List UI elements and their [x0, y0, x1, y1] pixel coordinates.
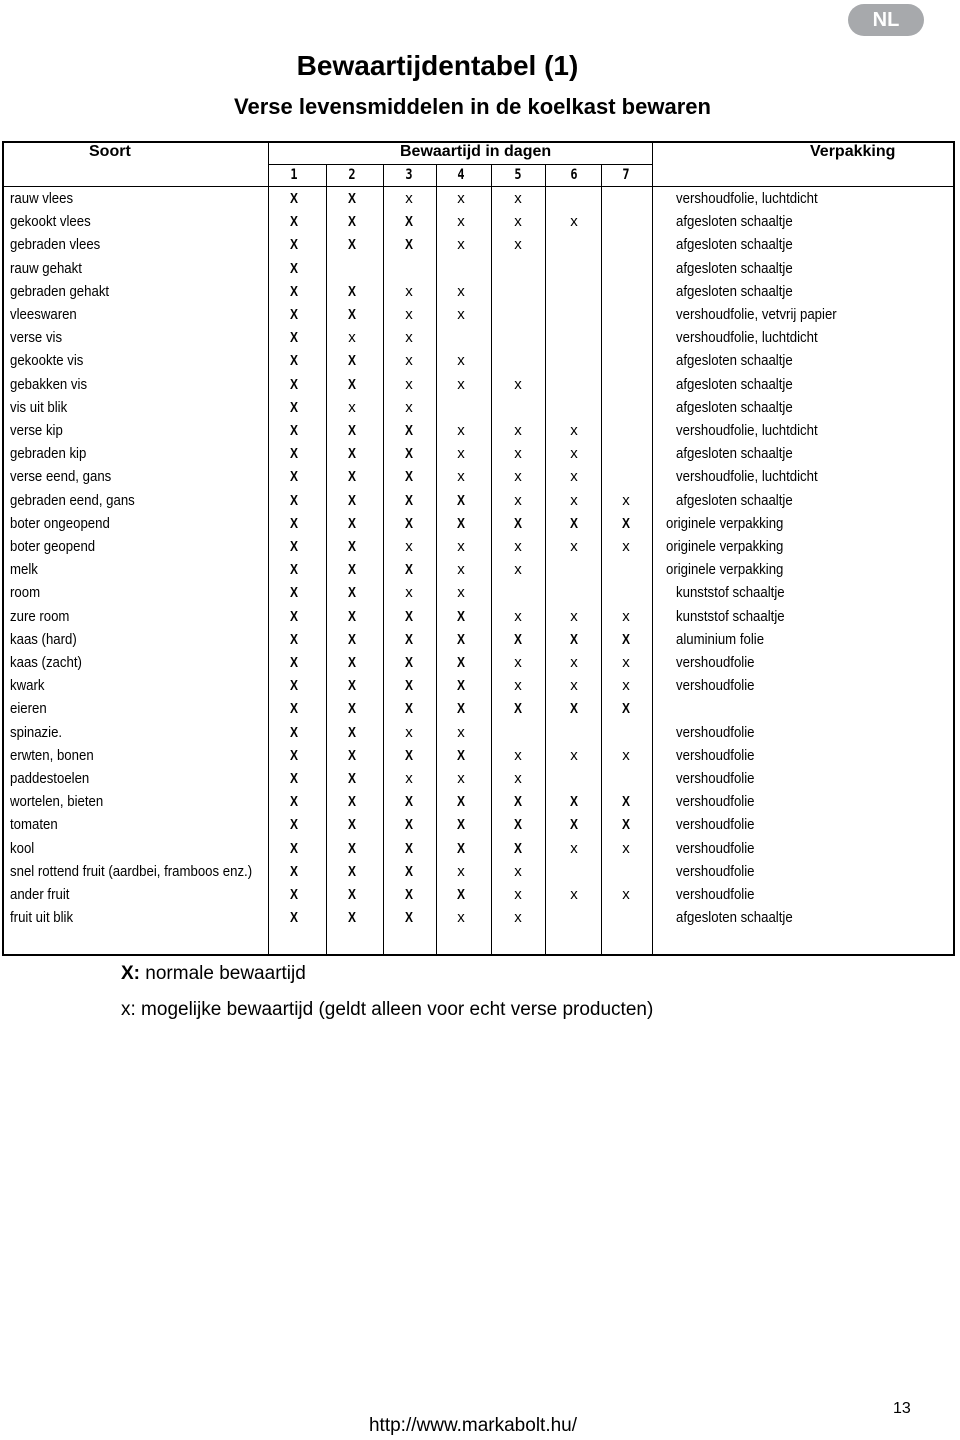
- storage-mark: X: [289, 514, 298, 532]
- storage-mark: x: [457, 723, 465, 741]
- storage-mark: X: [404, 213, 413, 231]
- storage-mark: x: [514, 422, 522, 439]
- storage-mark: X: [289, 700, 298, 718]
- storage-mark: X: [456, 700, 465, 718]
- table-row: [4, 697, 953, 720]
- food-name: kool: [10, 839, 35, 857]
- packaging: afgesloten schaaltje: [676, 445, 793, 463]
- packaging: originele verpakking: [666, 514, 784, 532]
- storage-mark: x: [570, 422, 578, 439]
- packaging: afgesloten schaaltje: [676, 398, 793, 416]
- packaging: vershoudfolie, luchtdicht: [676, 422, 818, 439]
- storage-mark: X: [456, 839, 465, 857]
- storage-mark: x: [570, 746, 578, 764]
- packaging: vershoudfolie: [676, 723, 755, 741]
- storage-mark: x: [570, 445, 578, 463]
- table-row: [4, 837, 953, 860]
- packaging: afgesloten schaaltje: [676, 375, 793, 393]
- table-row: [4, 210, 953, 233]
- storage-mark: x: [514, 862, 522, 880]
- table-row: [4, 465, 953, 488]
- table-row: [4, 419, 953, 442]
- storage-mark: X: [289, 538, 298, 555]
- storage-mark: X: [347, 770, 356, 787]
- packaging: aluminium folie: [676, 630, 765, 648]
- food-name: verse kip: [10, 422, 63, 439]
- day-number: 2: [348, 167, 356, 183]
- packaging: vershoudfolie, luchtdicht: [676, 329, 818, 347]
- storage-mark: X: [289, 398, 298, 416]
- storage-mark: X: [347, 607, 356, 625]
- storage-mark: X: [404, 909, 413, 927]
- packaging: vershoudfolie, luchtdicht: [676, 468, 818, 486]
- storage-mark: X: [289, 886, 298, 903]
- storage-mark: x: [514, 491, 522, 509]
- storage-mark: x: [514, 909, 522, 927]
- page-number: 13: [893, 1400, 911, 1417]
- storage-mark: X: [347, 422, 356, 439]
- storage-mark: X: [289, 793, 298, 811]
- storage-mark: x: [405, 723, 413, 741]
- storage-mark: X: [289, 236, 298, 254]
- storage-mark: X: [404, 630, 413, 648]
- packaging: kunststof schaaltje: [676, 584, 785, 602]
- storage-mark: x: [622, 677, 630, 695]
- packaging: afgesloten schaaltje: [676, 236, 793, 254]
- storage-mark: x: [457, 862, 465, 880]
- storage-mark: X: [569, 816, 578, 834]
- header-days: Bewaartijd in dagen: [400, 143, 552, 160]
- storage-mark: X: [347, 862, 356, 880]
- storage-mark: x: [622, 491, 630, 509]
- table-row: [4, 790, 953, 813]
- day-number: 7: [622, 167, 630, 183]
- legend-normal-text: normale bewaartijd: [145, 963, 306, 984]
- storage-mark: x: [405, 329, 413, 347]
- food-name: melk: [10, 561, 38, 579]
- storage-mark: x: [622, 607, 630, 625]
- storage-mark: x: [457, 375, 465, 393]
- storage-mark: x: [405, 352, 413, 370]
- table-row: [4, 628, 953, 651]
- storage-mark: X: [456, 793, 465, 811]
- food-name: boter ongeopend: [10, 514, 110, 532]
- storage-mark: x: [622, 746, 630, 764]
- storage-mark: x: [457, 190, 465, 207]
- storage-mark: X: [347, 909, 356, 927]
- storage-mark: X: [621, 700, 630, 718]
- storage-mark: x: [570, 468, 578, 486]
- storage-mark: X: [347, 584, 356, 602]
- food-name: gebraden vlees: [10, 236, 101, 254]
- storage-mark: x: [348, 398, 356, 416]
- storage-mark: x: [457, 538, 465, 555]
- storage-mark: x: [622, 538, 630, 555]
- storage-mark: X: [289, 329, 298, 347]
- storage-mark: x: [405, 398, 413, 416]
- packaging: vershoudfolie: [676, 816, 755, 834]
- storage-mark: x: [405, 538, 413, 555]
- storage-mark: x: [405, 375, 413, 393]
- storage-mark: X: [513, 839, 522, 857]
- storage-mark: X: [456, 746, 465, 764]
- storage-mark: X: [289, 862, 298, 880]
- storage-mark: X: [289, 468, 298, 486]
- storage-mark: X: [456, 654, 465, 671]
- storage-mark: X: [347, 746, 356, 764]
- table-row: [4, 535, 953, 558]
- food-name: gebraden kip: [10, 445, 87, 463]
- storage-mark: X: [289, 607, 298, 625]
- packaging: kunststof schaaltje: [676, 607, 785, 625]
- storage-mark: x: [457, 445, 465, 463]
- food-name: vis uit blik: [10, 398, 68, 416]
- storage-mark: X: [289, 723, 298, 741]
- storage-mark: x: [514, 746, 522, 764]
- food-name: erwten, bonen: [10, 746, 94, 764]
- storage-mark: X: [289, 306, 298, 323]
- storage-mark: X: [347, 700, 356, 718]
- storage-mark: X: [456, 491, 465, 509]
- storage-mark: X: [404, 816, 413, 834]
- storage-mark: X: [456, 677, 465, 695]
- table-row: [4, 721, 953, 744]
- packaging: vershoudfolie: [676, 862, 755, 880]
- storage-mark: X: [404, 700, 413, 718]
- storage-mark: x: [570, 607, 578, 625]
- food-name: kwark: [10, 677, 45, 695]
- storage-mark: X: [404, 746, 413, 764]
- day-number: 3: [405, 167, 413, 183]
- packaging: originele verpakking: [666, 561, 784, 579]
- storage-mark: X: [513, 793, 522, 811]
- packaging: originele verpakking: [666, 538, 784, 555]
- table-row: [4, 605, 953, 628]
- day-number: 4: [457, 167, 465, 183]
- table-row: [4, 396, 953, 419]
- storage-mark: X: [347, 236, 356, 254]
- storage-mark: x: [457, 909, 465, 927]
- storage-mark: x: [457, 770, 465, 787]
- packaging: vershoudfolie: [676, 677, 755, 695]
- storage-mark: X: [347, 723, 356, 741]
- storage-mark: X: [456, 630, 465, 648]
- table-row: [4, 581, 953, 604]
- day-number: 6: [570, 167, 578, 183]
- storage-mark: x: [514, 886, 522, 903]
- storage-mark: X: [513, 514, 522, 532]
- storage-mark: X: [404, 654, 413, 671]
- day-number: 1: [290, 167, 298, 183]
- storage-mark: x: [622, 654, 630, 671]
- storage-mark: x: [457, 352, 465, 370]
- food-name: rauw vlees: [10, 190, 74, 207]
- storage-mark: x: [622, 839, 630, 857]
- storage-mark: X: [289, 375, 298, 393]
- storage-mark: X: [513, 630, 522, 648]
- packaging: vershoudfolie, vetvrij papier: [676, 306, 837, 323]
- food-name: gekookte vis: [10, 352, 84, 370]
- food-name: verse vis: [10, 329, 63, 347]
- storage-mark: x: [514, 236, 522, 254]
- packaging: afgesloten schaaltje: [676, 352, 793, 370]
- legend-possible: x: mogelijke bewaartijd (geldt alleen voor echt verse producten): [121, 999, 654, 1020]
- storage-mark: X: [289, 190, 298, 207]
- storage-mark: x: [514, 654, 522, 671]
- storage-mark: X: [347, 190, 356, 207]
- storage-mark: X: [404, 422, 413, 439]
- food-name: snel rottend fruit (aardbei, framboos enz.): [10, 862, 253, 880]
- storage-mark: X: [289, 654, 298, 671]
- storage-mark: X: [347, 839, 356, 857]
- storage-mark: x: [405, 306, 413, 323]
- table-row: [4, 651, 953, 674]
- storage-mark: X: [404, 468, 413, 486]
- storage-mark: X: [621, 630, 630, 648]
- storage-mark: X: [621, 816, 630, 834]
- storage-mark: X: [621, 514, 630, 532]
- food-name: fruit uit blik: [10, 909, 74, 927]
- storage-mark: X: [289, 282, 298, 300]
- storage-mark: X: [404, 561, 413, 579]
- storage-mark: x: [457, 561, 465, 579]
- packaging: afgesloten schaaltje: [676, 213, 793, 231]
- footer-url: http://www.markabolt.hu/: [368, 1415, 578, 1436]
- storage-mark: X: [347, 677, 356, 695]
- storage-mark: X: [289, 445, 298, 463]
- storage-mark: x: [514, 677, 522, 695]
- storage-mark: x: [514, 375, 522, 393]
- table-row: [4, 767, 953, 790]
- packaging: vershoudfolie: [676, 886, 755, 903]
- food-name: gebraden gehakt: [10, 282, 110, 300]
- storage-mark: X: [347, 282, 356, 300]
- packaging: afgesloten schaaltje: [676, 282, 793, 300]
- storage-mark: x: [514, 607, 522, 625]
- food-name: gekookt vlees: [10, 213, 91, 231]
- storage-mark: x: [514, 770, 522, 787]
- food-name: kaas (hard): [10, 630, 77, 648]
- packaging: afgesloten schaaltje: [676, 909, 793, 927]
- storage-mark: X: [347, 514, 356, 532]
- storage-mark: X: [347, 793, 356, 811]
- storage-mark: x: [570, 213, 578, 231]
- storage-mark: x: [457, 236, 465, 254]
- food-name: vleeswaren: [10, 306, 77, 323]
- header-soort: Soort: [89, 143, 131, 160]
- storage-mark: x: [570, 538, 578, 555]
- storage-mark: X: [513, 816, 522, 834]
- packaging: vershoudfolie: [676, 770, 755, 787]
- storage-mark: X: [513, 700, 522, 718]
- storage-mark: x: [514, 445, 522, 463]
- legend-normal-key: X:: [121, 963, 140, 984]
- storage-mark: X: [289, 213, 298, 231]
- storage-mark: x: [570, 839, 578, 857]
- storage-mark: X: [289, 816, 298, 834]
- food-name: boter geopend: [10, 538, 96, 555]
- table-row: [4, 326, 953, 349]
- food-name: room: [10, 584, 41, 602]
- storage-mark: X: [569, 514, 578, 532]
- food-name: rauw gehakt: [10, 259, 82, 277]
- storage-mark: X: [456, 514, 465, 532]
- storage-mark: X: [347, 561, 356, 579]
- page-title: Bewaartijdentabel (1): [296, 50, 579, 81]
- storage-mark: X: [347, 213, 356, 231]
- storage-mark: X: [289, 259, 298, 277]
- table-row: [4, 373, 953, 396]
- storage-mark: x: [514, 561, 522, 579]
- storage-mark: X: [404, 862, 413, 880]
- table-row: [4, 442, 953, 465]
- storage-mark: X: [347, 886, 356, 903]
- storage-mark: X: [404, 491, 413, 509]
- storage-mark: X: [289, 630, 298, 648]
- table-row: [4, 744, 953, 767]
- table-row: [4, 280, 953, 303]
- storage-mark: x: [405, 770, 413, 787]
- packaging: vershoudfolie: [676, 793, 755, 811]
- storage-mark: X: [289, 746, 298, 764]
- storage-mark: X: [347, 538, 356, 555]
- packaging: afgesloten schaaltje: [676, 259, 793, 277]
- storage-mark: X: [569, 630, 578, 648]
- header-packaging: Verpakking: [810, 143, 896, 160]
- storage-mark: X: [289, 584, 298, 602]
- table-row: [4, 187, 953, 210]
- storage-mark: x: [570, 654, 578, 671]
- food-name: paddestoelen: [10, 770, 90, 787]
- storage-mark: x: [570, 491, 578, 509]
- storage-mark: X: [289, 677, 298, 695]
- table-row: [4, 233, 953, 256]
- storage-mark: x: [514, 190, 522, 207]
- storage-mark: X: [289, 839, 298, 857]
- storage-mark: X: [289, 770, 298, 787]
- food-name: ander fruit: [10, 886, 70, 903]
- storage-mark: x: [405, 282, 413, 300]
- storage-mark: X: [289, 909, 298, 927]
- storage-mark: X: [347, 306, 356, 323]
- storage-mark: X: [347, 816, 356, 834]
- storage-mark: X: [289, 422, 298, 439]
- storage-mark: x: [405, 584, 413, 602]
- storage-mark: X: [621, 793, 630, 811]
- storage-mark: x: [457, 213, 465, 231]
- storage-mark: X: [404, 886, 413, 903]
- storage-mark: X: [404, 445, 413, 463]
- storage-mark: x: [514, 538, 522, 555]
- table-row: [4, 860, 953, 883]
- grid-line: [268, 164, 652, 165]
- storage-mark: x: [457, 306, 465, 323]
- storage-mark: x: [514, 468, 522, 486]
- table-row: [4, 512, 953, 535]
- storage-mark: X: [289, 352, 298, 370]
- storage-mark: X: [456, 886, 465, 903]
- food-name: gebraden eend, gans: [10, 491, 135, 509]
- table-row: [4, 303, 953, 326]
- table-row: [4, 813, 953, 836]
- food-name: verse eend, gans: [10, 468, 112, 486]
- storage-mark: X: [347, 630, 356, 648]
- storage-mark: x: [570, 677, 578, 695]
- food-name: kaas (zacht): [10, 654, 82, 671]
- storage-mark: x: [457, 584, 465, 602]
- table-row: [4, 349, 953, 372]
- storage-mark: X: [404, 793, 413, 811]
- storage-mark: x: [405, 190, 413, 207]
- packaging: afgesloten schaaltje: [676, 491, 793, 509]
- packaging: vershoudfolie: [676, 746, 755, 764]
- storage-mark: X: [347, 375, 356, 393]
- table-row: [4, 883, 953, 906]
- storage-mark: x: [457, 422, 465, 439]
- food-name: zure room: [10, 607, 70, 625]
- storage-mark: X: [404, 607, 413, 625]
- storage-mark: X: [289, 491, 298, 509]
- storage-table: [2, 141, 955, 956]
- legend-normal: [121, 962, 306, 986]
- table-row: [4, 674, 953, 697]
- language-badge: NL: [848, 4, 924, 36]
- table-row: [4, 257, 953, 280]
- storage-mark: x: [348, 329, 356, 347]
- storage-mark: x: [622, 886, 630, 903]
- storage-mark: x: [457, 282, 465, 300]
- storage-mark: X: [569, 700, 578, 718]
- packaging: vershoudfolie: [676, 654, 755, 671]
- storage-mark: X: [347, 654, 356, 671]
- day-number: 5: [514, 167, 522, 183]
- storage-mark: X: [347, 468, 356, 486]
- table-row: [4, 906, 953, 929]
- storage-mark: X: [404, 514, 413, 532]
- table-row: [4, 489, 953, 512]
- storage-mark: X: [404, 236, 413, 254]
- food-name: wortelen, bieten: [10, 793, 104, 811]
- table-row: [4, 558, 953, 581]
- storage-mark: X: [456, 816, 465, 834]
- storage-mark: X: [347, 352, 356, 370]
- storage-mark: X: [404, 839, 413, 857]
- packaging: vershoudfolie, luchtdicht: [676, 190, 818, 207]
- storage-mark: x: [570, 886, 578, 903]
- food-name: gebakken vis: [10, 375, 88, 393]
- storage-mark: X: [404, 677, 413, 695]
- storage-mark: x: [514, 213, 522, 231]
- storage-mark: X: [347, 491, 356, 509]
- storage-mark: X: [456, 607, 465, 625]
- storage-mark: x: [457, 468, 465, 486]
- food-name: tomaten: [10, 816, 58, 834]
- storage-mark: X: [347, 445, 356, 463]
- food-name: spinazie.: [10, 723, 63, 741]
- storage-mark: X: [289, 561, 298, 579]
- food-name: eieren: [10, 700, 47, 718]
- page-subtitle: Verse levensmiddelen in de koelkast bewaren: [234, 94, 711, 119]
- packaging: vershoudfolie: [676, 839, 755, 857]
- storage-mark: X: [569, 793, 578, 811]
